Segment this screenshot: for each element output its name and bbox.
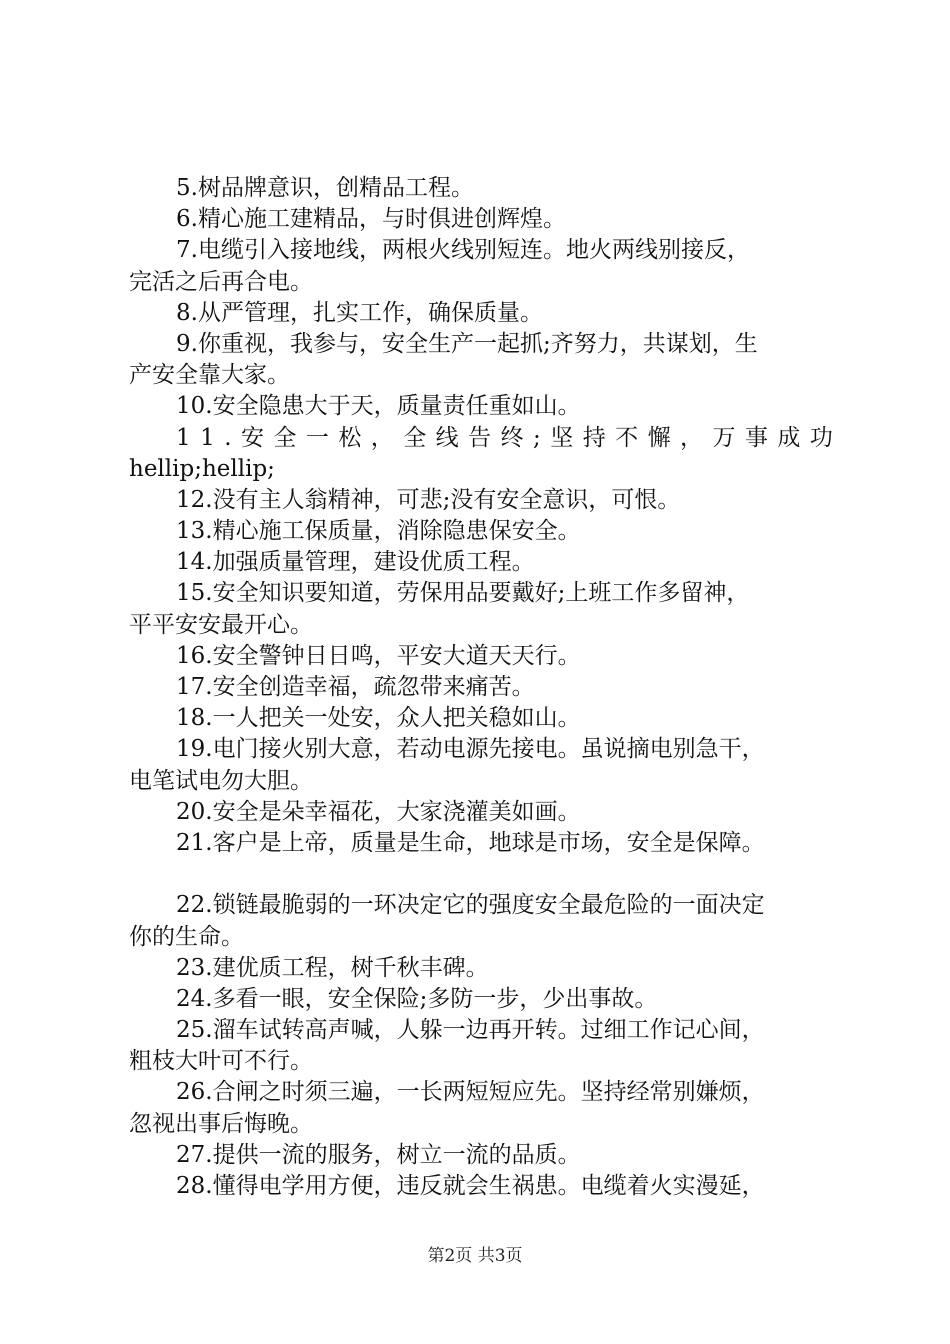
text-line: 6.精心施工建精品，与时俱进创辉煌。 [176,206,566,233]
text-line: 18.一人把关一处安，众人把关稳如山。 [176,705,581,732]
text-line: 28.懂得电学用方便，违反就会生祸患。电缆着火实漫延， [176,1173,765,1199]
text-line: 17.安全创造幸福，疏忽带来痛苦。 [176,674,535,700]
text-line-justified [129,423,833,454]
text-line: 你的生命。 [129,923,244,950]
text-line: 平平安安最开心。 [129,611,313,638]
justified-char: 安 [240,424,264,451]
text-line: 粗枝大叶可不行。 [129,1048,313,1075]
text-line: hellip;hellip; [129,455,275,482]
text-line: 16.安全警钟日日鸣，平安大道天天行。 [176,642,581,669]
text-line: 20.安全是朵幸福花，大家浇灌美如画。 [176,798,581,825]
text-line: 产安全靠大家。 [129,362,290,389]
text-line: 9.你重视，我参与，安全生产一起抓;齐努力，共谋划，生 [176,330,758,357]
justified-char: 万 [712,424,736,451]
justified-char: 一 [305,424,329,451]
justified-char: . [224,424,232,451]
justified-char: 懈 [647,424,671,451]
text-line: 7.电缆引入接地线，两根火线别短连。地火两线别接反， [176,237,750,264]
justified-char: 终 [500,424,524,451]
justified-char: 功 [809,424,833,451]
justified-char: 坚 [550,424,574,451]
justified-char: 1 [200,424,215,451]
justified-char: 全 [273,424,297,451]
text-line: 8.从严管理，扎实工作，确保质量。 [176,299,543,326]
text-line: 23.建优质工程，树千秋丰碑。 [176,954,489,981]
text-line: 13.精心施工保质量，消除隐患保安全。 [176,518,581,545]
justified-char: 1 [176,424,191,451]
text-line: 14.加强质量管理，建设优质工程。 [176,549,535,576]
justified-char: 线 [435,424,459,451]
text-line: 21.客户是上帝，质量是生命，地球是市场，安全是保障。 [176,829,765,856]
text-line: 完活之后再合电。 [129,268,313,295]
text-line: 15.安全知识要知道，劳保用品要戴好;上班工作多留神， [176,580,750,607]
text-line: 10.安全隐患大于天，质量责任重如山。 [176,393,581,420]
text-line: 22.锁链最脆弱的一环决定它的强度安全最危险的一面决定 [176,892,765,919]
justified-char: ， [370,424,394,451]
text-line: 26.合闸之时须三遍，一长两短短应先。坚持经常别嫌烦， [176,1079,765,1106]
justified-char: 成 [777,424,801,451]
justified-char: 事 [744,424,768,451]
text-line: 12.没有主人翁精神，可悲;没有安全意识，可恨。 [176,486,681,513]
text-line: 19.电门接火别大意，若动电源先接电。虽说摘电别急干， [176,736,765,763]
blank-line [129,859,833,890]
justified-char: 松 [338,424,362,451]
justified-char: 不 [615,424,639,451]
justified-char: 告 [468,424,492,451]
text-line: 忽视出事后悔晚。 [129,1110,313,1137]
text-line: 24.多看一眼，安全保险;多防一步，少出事故。 [176,985,658,1012]
document-body [129,173,833,1202]
text-line: 25.溜车试转高声喊，人躲一边再开转。过细工作记心间， [176,1017,765,1044]
justified-char: ， [680,424,704,451]
justified-char: 持 [582,424,606,451]
justified-char: ; [533,424,541,451]
text-line: 27.提供一流的服务，树立一流的品质。 [176,1141,581,1168]
text-line: 5.树品牌意识，创精品工程。 [176,175,474,201]
justified-char: 全 [403,424,427,451]
page-footer: 第2页 共3页 [427,1246,523,1266]
text-line: 电笔试电勿大胆。 [129,767,313,794]
